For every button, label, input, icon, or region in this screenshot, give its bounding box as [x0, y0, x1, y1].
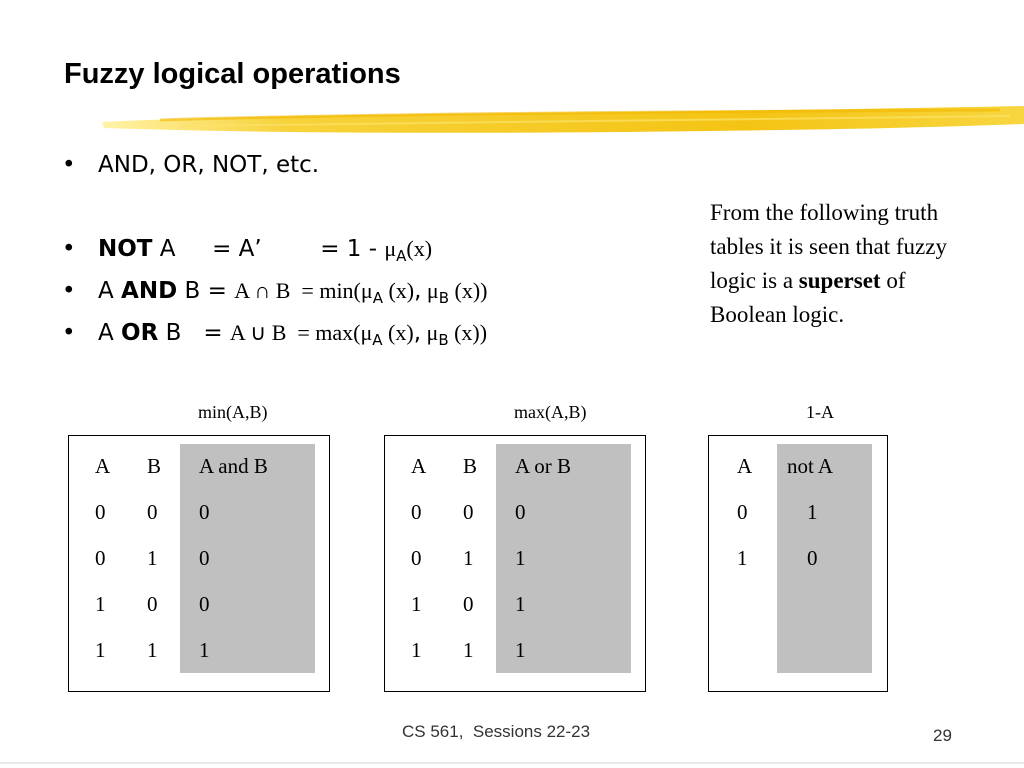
mu-symbol: μ — [360, 320, 373, 345]
table-cell: 1 — [199, 638, 210, 662]
comma: , — [413, 320, 422, 346]
or-mid: B = — [158, 320, 230, 346]
table-cell: 1 — [411, 592, 422, 616]
not-expression: A = A’ = 1 - — [152, 236, 385, 262]
and-table-caption: min(A,B) — [198, 402, 268, 422]
header-cell: A — [95, 454, 111, 478]
side-note — [710, 196, 950, 332]
table-cell: 1 — [463, 546, 474, 570]
table-cell: 0 — [515, 500, 526, 524]
table-cell: 0 — [411, 546, 422, 570]
mu-symbol: μ — [426, 278, 439, 303]
header-cell: A and B — [199, 454, 268, 478]
bottom-divider — [0, 762, 1024, 764]
table-cell: 0 — [95, 500, 106, 524]
header-cell: A — [411, 454, 427, 478]
bullet-item — [62, 152, 319, 178]
table-cell: 0 — [147, 592, 158, 616]
mu-symbol: μ — [426, 320, 439, 345]
x-arg: (x)) — [449, 278, 488, 303]
table-cell: 1 — [515, 638, 526, 662]
page-number: 29 — [933, 726, 952, 745]
table-cell: 0 — [411, 500, 422, 524]
or-truth-table — [384, 435, 646, 692]
slide-footer: CS 561, Sessions 22-23 — [402, 722, 591, 741]
comma: , — [414, 278, 422, 304]
bullet-item-not — [62, 236, 433, 265]
note-bold: superset — [798, 268, 881, 293]
or-table-caption: max(A,B) — [514, 402, 587, 422]
not-truth-table — [708, 435, 888, 692]
note-tail: of Boolean logic. — [710, 268, 906, 327]
header-cell: B — [463, 454, 478, 478]
bullet-text: AND, OR, NOT, etc. — [98, 152, 320, 178]
table-cell: 1 — [515, 592, 526, 616]
note-text: From the following truth tables it is seen that fuzzy logic is a — [710, 200, 947, 293]
subscript-a: A — [372, 289, 383, 307]
not-table-caption: 1-A — [806, 402, 834, 422]
mu-symbol: μ — [384, 236, 397, 261]
bullet-dot: • — [62, 152, 76, 178]
and-mid: B = — [177, 278, 235, 304]
table-cell: 0 — [737, 500, 748, 524]
highlighter-stroke — [100, 102, 1024, 136]
subscript-a: A — [396, 247, 407, 265]
bullet-dot: • — [62, 278, 76, 304]
slide-title: Fuzzy logical operations — [64, 58, 401, 90]
x-arg: (x) — [382, 278, 415, 303]
table-cell: 1 — [463, 638, 474, 662]
not-keyword: NOT — [98, 236, 153, 262]
and-formula: A ∩ B = min( — [234, 278, 361, 303]
mu-symbol: μ — [360, 278, 373, 303]
bullet-dot: • — [62, 320, 76, 346]
x-arg: (x) — [406, 236, 433, 261]
subscript-b: B — [438, 331, 449, 349]
table-cell: 0 — [95, 546, 106, 570]
or-pre: A — [98, 320, 122, 346]
table-cell: 0 — [463, 500, 474, 524]
header-cell: not A — [787, 454, 834, 478]
header-cell: A or B — [515, 454, 572, 478]
table-cell: 1 — [411, 638, 422, 662]
table-cell: 0 — [807, 546, 818, 570]
bullet-item-or — [62, 320, 488, 349]
and-truth-table — [68, 435, 330, 692]
header-cell: B — [147, 454, 162, 478]
subscript-a: A — [372, 331, 383, 349]
header-cell: A — [737, 454, 753, 478]
x-arg: (x) — [382, 320, 414, 345]
or-keyword: OR — [121, 320, 159, 346]
table-cell: 1 — [737, 546, 748, 570]
table-cell: 1 — [95, 592, 106, 616]
table-cell: 0 — [463, 592, 474, 616]
subscript-b: B — [438, 289, 450, 307]
and-pre: A — [98, 278, 122, 304]
table-cell: 1 — [147, 546, 158, 570]
or-formula: A ∪ B = max( — [229, 320, 361, 345]
table-cell: 1 — [515, 546, 526, 570]
table-cell: 1 — [95, 638, 106, 662]
table-cell: 0 — [199, 500, 210, 524]
and-keyword: AND — [121, 278, 178, 304]
table-cell: 0 — [199, 592, 210, 616]
table-cell: 0 — [199, 546, 210, 570]
table-cell: 1 — [807, 500, 818, 524]
bullet-dot: • — [62, 236, 76, 262]
bullet-item-and — [62, 278, 488, 307]
x-arg: (x)) — [448, 320, 488, 345]
table-cell: 0 — [147, 500, 158, 524]
table-cell: 1 — [147, 638, 158, 662]
